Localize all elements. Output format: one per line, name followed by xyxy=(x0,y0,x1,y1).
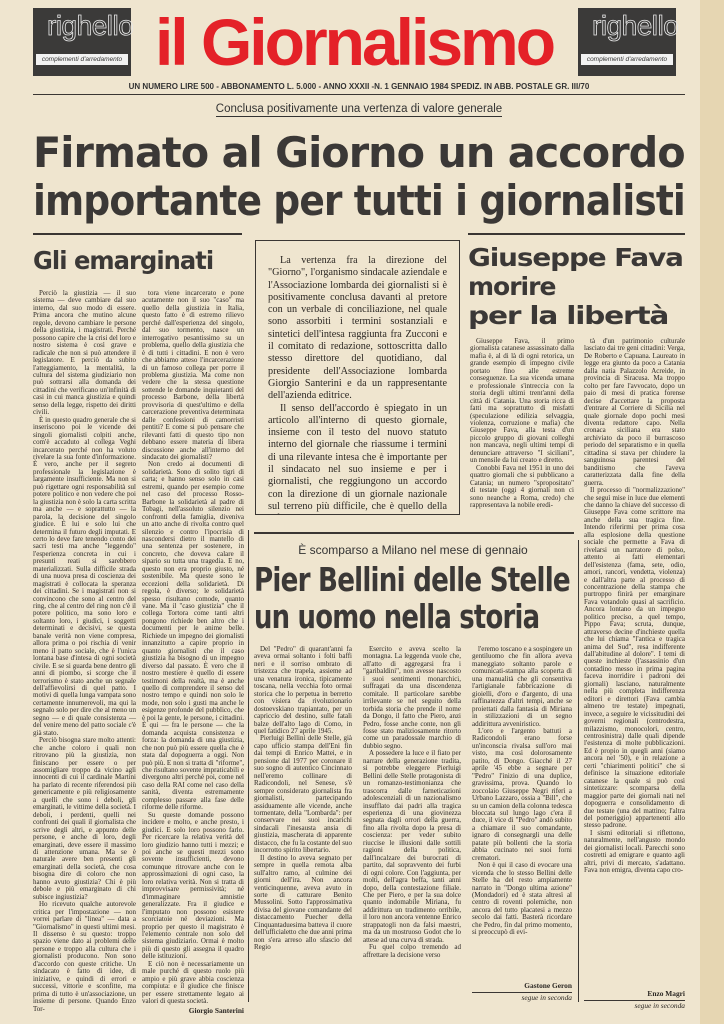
paragraph: tà d'un patrimonio culturale lasciato dai tre geni cittadini: Verga, De Roberto e Capuana. Laureato in legge era giunto da poco a Catania dalla natia Palazzolo Acreide, in provincia di Siracusa. Ma troppo colto per fare l'avvocato, dopo un paio di mesi di pratica forense decise d'accettare la proposta d'entrare al Corriere di Sicilia nel quale giornale dopo pochi mesi diventa redattore capo. Nella cronaca siciliana era stato archiviato da poco il burrascoso periodo del separatismo e in quella cittadina si stava per chiudere la sanguinosa parentesi del banditismo che l'aveva caratterizzata dalla fine della guerra. xyxy=(584,337,685,487)
bellini-column-1 xyxy=(254,646,352,952)
advert-righello-left xyxy=(33,8,134,76)
bellini-kicker xyxy=(254,543,572,557)
lead-headline-line-1: Firmato al Giorno un accordo xyxy=(33,128,685,177)
paragraph: Esercito e aveva scelto la montagna. La leggenda vuole che, all'atto di aggregarsi fra i "garibaldini", non avesse nascosto i suoi sentimenti monarchici, suffragati da una discendenza comitale. Il particolare sarebbe irrilevante se nel seguito della torbida storia che prende il nome da Dongo, il fatto che Piero, anzi Pedro, fosse anche conte, non gli fosse stato maliziosamente ritorto come un paradossale marchio di dubbio segno. xyxy=(363,645,461,750)
advert-logo: righello xyxy=(592,10,679,41)
bellini-kicker-text: È scomparso a Milano nel mese di gennaio xyxy=(298,543,528,557)
bellini-column-2-text xyxy=(363,646,461,959)
fava-continued: segue in seconda xyxy=(634,1001,685,1010)
advert-righello-right xyxy=(578,8,679,76)
paragraph: E ciò non è necessariamente un male purché di questo ruolo più ampio e più grave abbia coscienza compiuta: e il giudice che finisce per essere strettamente legato ai valori di questa società. xyxy=(142,959,244,1006)
bellini-author: Gastone Geron xyxy=(524,981,572,990)
lead-article-box xyxy=(255,240,460,515)
bellini-column-2 xyxy=(363,646,461,959)
paragraph: La vertenza fra la direzione del "Giorno", l'organismo sindacale aziendale e l'Associazione lombarda dei giornalisti si è positivamente conclusa davanti al pretore con un verbale di conciliazione, nel quale sono assorbiti i termini sostanziali e sintetici dell'intesa raggiunta fra Zucconi e il comitato di redazione, sottoscritta dallo stesso direttore del quotidiano, dal presidente dell'Associazione lombarda Giorgio Santerini e da un rappresentante dell'azienda editrice. xyxy=(268,255,447,402)
bellini-headline-line-2: un uomo nella storia xyxy=(254,597,540,636)
fava-column-1-text xyxy=(470,338,574,509)
emarginati-author: Giorgio Santerini xyxy=(188,1005,244,1015)
bellini-continued: segue in seconda xyxy=(521,993,572,1002)
fava-column-2 xyxy=(584,338,685,1010)
paragraph: l'eremo toscano e a sospingere un gentiluomo che fin allora aveva maneggiato soltanto parole e comunicati-stampa alla scoperta di una manualità che gli consentiva l'artigianale fabbricazione di gioielli, d'oro e d'argento, di una raffinatezza d'altri tempi, anche se proiettati dalla fantasia di Miriana in stilizzazioni di un segno addirittura avveniristico. xyxy=(472,645,572,728)
fava-column-1 xyxy=(470,338,574,509)
fava-headline-line-3: per la libertà xyxy=(468,301,669,330)
emarginati-headline: Gli emarginati xyxy=(33,246,214,275)
paragraph: Conobbi Fava nel 1951 in uno dei quattro giornali che si pubblicano a Catania; un numero "spropositato" di testate (oggi 4 giornali non ci sono neanche a Roma, credo) che rappresentava la nobile eredi- xyxy=(470,463,574,509)
advert-tagline: complementi d'arredamento xyxy=(581,54,673,65)
lead-kicker-text: Conclusa positivamente una vertenza di valore generale xyxy=(215,103,503,115)
emarginati-column-2-text xyxy=(142,290,244,1006)
paragraph: Perciò bisogna stare molto attenti: che anche coloro i quali non ritrovano più la giustizia, non finiscano per essere o per assomigliare troppo da vicino agli innocenti di cui il cardinale Martini ha parlato di recente riferendosi più genericamente e più religiosamente a quelli che sono i deboli, gli emarginati, le vittime della società. I deboli, i perdenti, quelli nei confronti dei quali il giornalista che scrive degli altri, e appunto delle persone, e anche di loro, degli emarginati, deve essere il massimo di attenzione umana. Ma se è naturale avere ben presenti gli emarginati della società, che cosa bisogna dire di coloro che non hanno avuto giustizia? Chi è più debole e più emarginato di chi subisce ingiustizia? xyxy=(33,736,136,901)
paragraph: Il processo di "normalizzazione" che seguì mise in luce due elementi che danno la chiave del successo di Giuseppe Fava come scrittore ma anche della sua tragica fine. Intendo riferirmi per prima cosa alla esplosione della questione sociale che permette a Fava di rivelarsi un narratore di polso, attento ai fatti elementari dell'esistenza (fama, sete, odio, amori, rancori, vendetta, violenza) e dall'altra parte al processo di concentrazione della stampa che purtroppo finirà per emarginare Fava votandolo quasi al sacrificio. Ancora lontano da un impegno politico preciso, a quel tempo, Pippo Fava; scruta, dunque, attraverso decine d'inchieste quella che lui chiama "l'antica e tragica anima del Sud", resa indifferente dall'abitudine al dolore". I temi di queste inchieste (l'assassinio d'un contadino messo in prima pagina faceva inorridire i padroni dei giornali) lasciano, naturalmente nella più completa indifferenza editori e direttori (Fava cambia almeno tre testate) impegnati, invece, a seguire le vicissitudini dei governi regionali (centrodestra, milazzismo, monocolori, centro, centrosinistra) dalle quali dipende l'esistenza di molte pubblicazioni. Ed è propio in quegli anni (siamo ancora nel '50), e in relazione a certi "chiarimenti politici" che si definisce la situazione editoriale catanese la quale si può così sintetizzare: scomparsa della maggior parte dei giornali nati nel dopoguerra e consolidamento di due testate (una del mattino; l'altra del pomeriggio) appartenenti allo stesso padrone. xyxy=(584,486,685,830)
paragraph: tora viene incarcerato e pone acutamente non il suo "caso" ma quello della giustizia in Italia, questo fatto è di estremo rilievo perché dall'esperienza del singolo, dal suo tormento, nasce un interrogativo pesantissimo su un problema, quello della giustizia che è di tutti i cittadini. E non è vero che abbiamo atteso l'incarcerazione di un famoso collega per porre il problema giustizia. Ma come non vedere che la stessa questione sottende le domande inquietanti del processo Barbone, della libertà provvisoria di quest'ultimo e della carcerazione preventiva determinata dalle confessioni di camorristi pentiti? E come si può pensare che rilevanti fatti di questo tipo non debbano essere materia di libera discussione anche all'interno del sindacato dei giornalisti? xyxy=(142,289,244,461)
fava-author: Enzo Magri xyxy=(647,989,685,998)
paragraph: I sismi editoriali si riflettono, naturalmente, nell'angusto mondo dei giornalisti locali. Parecchi sono costretti ad emigrare e quanto agli altri, privi di mercato, s'adattano. Fava non emigra, diventa capo cro- xyxy=(584,828,685,875)
paragraph: Non è qui il caso di evocare una vicenda che lo stesso Bellini delle Stelle ha del resto ampiamente narrato in "Dongo ultima azione" (Mondadori) ed è stata altresì al centro di roventi polemiche, non ancora del tutto placatesi a mezzo secolo dai fatti. Basterà ricordare che Pedro, fin dal primo momento, si preoccupò di evi- xyxy=(472,861,572,937)
paper-edge xyxy=(700,0,724,1024)
paragraph: Fu quel colpo tremendo ad affrettare la decisione verso xyxy=(363,943,461,959)
paragraph: Giuseppe Fava, il primo giornalista catanese assassinato dalla mafia è, al di là di ogni retorica, un grande esempio di impegno civile portato fino alle estreme conseguenze. La sua vicenda umana e professionale s'intreccia con la storia degli ultimi trent'anni della città di Catania. Una storia ricca di fatti ma soprattutto di misfatti (speculazione edilizia selvaggia, violenza, corruzione e mafia) che Giuseppe Fava, alla testa d'un piccolo gruppo di giovani colleghi non mancava, negli ultimi tempi di denunciare attraverso "I siciliani", un mensile da lui creato e diretto. xyxy=(470,337,574,465)
paragraph: L'oro e l'argento battuti a Radicondoli erano forse un'inconscia rivalsa sull'oro mai visto, ma così dolorosamente patito, di Dongo. Giacché il 27 aprile '45 ebbe a segnare per "Pedro" l'inizio di una duplice, gravissima, prova. Quando lo zoccolaio Giuseppe Negri riferì a Urbano Lazzaro, ossia a "Bill", che su un camion della colonna tedesca bloccata sul lungo lago c'era il duce, il vice di "Pedro" andò subito a chiamare il suo comandante, ignaro di consegnargli una delle patate più bollenti che la storia abbia cucinato nei suoi forni crematori. xyxy=(472,726,572,862)
fava-headline-line-1: Giuseppe Fava xyxy=(468,243,683,272)
paragraph: Ho ricevuto qualche autorevole critica per l'impostazione — non vorrei parlare di "linea" — data a "Giornalismo" in questi ultimi mesi. Il dissenso è su questo: troppo spazio viene dato ai problemi delle persone e troppo alla cultura che i giornalisti producono. Non sono d'accordo con queste critiche. Un sindacato è fatto di idee, di iniziative, e quindi di errori e successi, vittorie e sconfitte, ma prima di tutto è un'associazione, un insieme di persone. Quando Enzo Tor- xyxy=(33,900,136,1013)
fava-headline-line-2: morire xyxy=(468,272,556,301)
emarginati-column-1-text xyxy=(33,290,136,1013)
paragraph: Pierluigi Bellini delle Stelle, già capo ufficio stampa dell'Eni fin dai tempi di Enrico Mattei, e in pensione dal 1977 per coronare il suo sogno di autentico Cincinnato nell'eremo collinare di Radicondoli, nel Senese, s'è sempre considerato giornalista fra giornalisti, partecipando assiduamente alle vicende, anche tormentate, della "Lombarda": per conservare nei suoi incarichi sindacali l'inesausta ansia di giustizia, mascherata di apparente distacco, che fu la costante del suo incorrotto spirito libertario. xyxy=(254,734,352,855)
fava-column-2-text xyxy=(584,338,685,875)
column-rule xyxy=(248,530,249,1002)
advert-tagline: complementi d'arredamento xyxy=(36,54,128,65)
column-rule xyxy=(578,540,579,1002)
newspaper-title: il Giornalismo xyxy=(154,5,554,79)
bellini-column-3-text xyxy=(472,646,572,937)
bellini-column-3 xyxy=(472,646,572,1002)
paragraph: Il destino lo aveva segnato per sempre in quella remota alba sull'altro ramo, al culmine dei giorni dell'ira. Non ancora venticinquenne, aveva avuto in sorte di catturare Benito Mussolini. Sotto l'approssimativa divisa del giovane comandante del distaccamento Puecher della Cinquantaduesima batteva il cuore dell'ufficialetto che due anni prima non s'era arreso allo sfascio del Regio xyxy=(254,853,352,952)
paragraph: Su queste domande possono incidere e molto, e anche presto, i giudici. E solo loro possono farlo. Per ricercare la relativa verità del loro giudizio hanno tutti i mezzi; e poi anche se questi mezzi sono sovente insufficienti, devono comunque ritrovare anche con le approssimazioni di ogni caso, la loro relativa verità. Non si tratta di improvvisare permissività; né d'immaginare amnistie generalizzate. Fra il giudice e l'imputato non possono esistere scorciatoie né deviazioni. Ma proprio per questo il magistrato è l'elemento centrale non solo del sistema giudiziario. Ormai è molto più di questo gli assegna il quadro delle istituzioni. xyxy=(142,810,244,961)
paragraph: Perciò la giustizia — il suo sistema — deve cambiare dal suo interno, dal suo modo di essere. Prima ancora che mutino alcune regole, devono cambiare le persone della giustizia, i magistrati. Perché possono capire che la crisi del loro e nostro sistema è così grave e radicale che non si può attendere il legislatore. E perciò da subito l'atteggiamento, la mentalità, la cultura del sistema giudiziario non può sottrarsi alla domanda dei cittadini che verificano un'infinità di casi in cui manca giustizia e quindi senso della legge, rispetto dei diritti civili. xyxy=(33,289,136,417)
advert-logo: righello xyxy=(47,10,134,41)
issue-info-line: UN NUMERO LIRE 500 - ABBONAMENTO L. 5.000 - ANNO XXXII -N. 1 GENNAIO 1984 SPEDIZ. IN ABB. POSTALE GR. III/70 xyxy=(128,82,590,91)
paragraph: È in questo quadro generale che si inseriscono poi le vicende dei singoli giornalisti colpiti anche, com'è accaduto al collega Veghi incarcerato perché non ha voluto rivelare la sua fonte d'informazione. È vero, anche per il segreto professionale la legislazione è largamente insufficiente. Ma non si può rigettare ogni responsabilità sul potere politico e non vedere che poi la giustizia non è solo la carta scritta ma anche — e soprattutto — la parola, la decisione del singolo giudice. È lui e solo lui che determina il futuro degli imputati. E certo lo deve fare tenendo conto dei sacri testi ma anche "leggendo" l'esperienza concreta in cui i presunti reati si sarebbero materializzati. Sulla difficile strada di una nuova presa di coscienza dei magistrati è collocata la speranza dei cittadini. Se i magistrati non si convincono che sono al centro del ring, che al centro del ring non c'è il potere politico, ma sono loro e soltanto loro, i giudici, i soggetti determinati e decisivi, se questa banale verità non viene compresa, allora prima o poi rischia di venir meno il patto sociale, che è l'unica lontana base d'intesa di ogni società civile. E se si guarda bene dentro gli anni di piombo, si scorge che il terrorismo è stato anche un segnale dell'affievolirsi di quel patto. I motivi di quella lunga vampata sono certamente innumerevoli, ma qui la segnalo solo per dire che al meno un segno — e di quale consistenza — del venire meno del patto sociale c'è già stato. xyxy=(33,415,136,737)
lead-kicker xyxy=(33,103,685,115)
paragraph: A possedere la luce e il fiato per narrare della generazione tradita, si potrebbe eleggere Pierluigi Bellini delle Stelle protagonista di un romanzo-testimonianza che trascorra dalle farneticazioni adolescenziali di un nazionalismo insufflato dai padri alla tragica esperienza di una giovinezza segnata dagli orrori della guerra, fino alla rivolta dopo la presa di coscienza: per veder subito riuccise le illusioni dalle sottili ragioni della politica, dall'incalzare dei burocrati di partito, dal sopravvento dei furbi di ogni colore. Con l'aggiunta, per molti, dell'agra beffa, tanti anni dopo, della contestazione filiale. Che per Piero, e per la sua dolce quanto indomabile Miriana, fu addirittura un tradimento orribile, il loro non ancora ventenne Enrico strappatogli non da falsi maestri, ma da un mostruoso Godot che lo attese ad una curva di strada. xyxy=(363,749,461,944)
section-rule xyxy=(33,233,242,235)
paragraph: Il senso dell'accordo è spiegato in un articolo all'interno di questo giornale, insieme con il testo del nuovo statuto interno del giornale che riassume i termini di una rilevante intesa che è importante per il sindacato nel suo insieme e per i giornalisti, che reggiungono un accordo con la direzione di un giornale nazionale sul terreno più difficile, che è quello della xyxy=(268,402,447,512)
section-rule xyxy=(254,532,574,534)
bellini-column-1-text xyxy=(254,646,352,952)
masthead-rule xyxy=(33,94,685,95)
lead-headline-line-2: importante per tutti i giornalisti xyxy=(33,176,685,225)
emarginati-column-2 xyxy=(142,289,244,1015)
bellini-headline-line-1: Pier Bellini delle Stelle xyxy=(254,560,570,599)
paragraph: Del "Pedro" di quarant'anni fa aveva ormai soltanto i folti baffi neri e il sorriso ombrato di tristezza che trapela, assieme ad una venatura ironica, tipicamente toscana, nella vecchia foto ormai storica che lo perpetua in berretto con visiera da rivoluzionario dostoevskiano trapiantato, per un capriccio del destino, sulle fatali balze dell'alto lago di Como, in quel fatidico 27 aprile 1945. xyxy=(254,645,352,735)
paragraph: Non credo ai documenti di solidarietà. Sono di solito tigri di carta; e hanno senso solo in casi estremi, quando per esempio come nel caso del processo Rosso-Barbone la solidarietà al padre di Tobagi, nell'assoluto silenzio nei confronti della famiglia, diveniva un atto anche di rivolta contro quel silenzio e contro l'ipocrisia di nascondersi dietro il mantello di una sentenza per sostenere, in concreto, che doveva calare il sipario su tutta una tragedia. E no, questo non era proprio giusto, né sostenibile. Ma queste sono le eccezioni della solidarietà. Di regola, è diverso; le solidarietà spesso risultano comode, quanto vane. Ma il "caso giustizia" che il collega Tortora come tanti altri pongono richiede ben altro che i documenti per le anime belle. Richiede un impegno dei giornalisti innanzitutto a capire proprio in quanto giornalisti che il caso giustizia ha bisogno di un impegno diverso dal passato. È vero che il nostro mestiere è quello di essere testimoni della realtà, ma è anche quello di comprendere il senso del nostro tempo e quindi non solo le mode, non solo i gusti ma anche le esigenze profonde del pubblico, che è poi la gente, le persone, i cittadini. È qui — fra le persone — che la domanda acquista consistenza e forza: la domanda di una giustizia, che non può più essere quella che è stata dal dopoguerra a oggi. Non può più. E non si tratta di "riforme", che risultano sovente impraticabili e divergono altri perché poi, come nel caso della RAI come nel caso della sanità, diventa estremamente complesso passare alla fase delle riforme delle riforme. xyxy=(142,460,244,812)
section-rule xyxy=(468,233,685,235)
emarginati-column-1 xyxy=(33,289,136,1013)
